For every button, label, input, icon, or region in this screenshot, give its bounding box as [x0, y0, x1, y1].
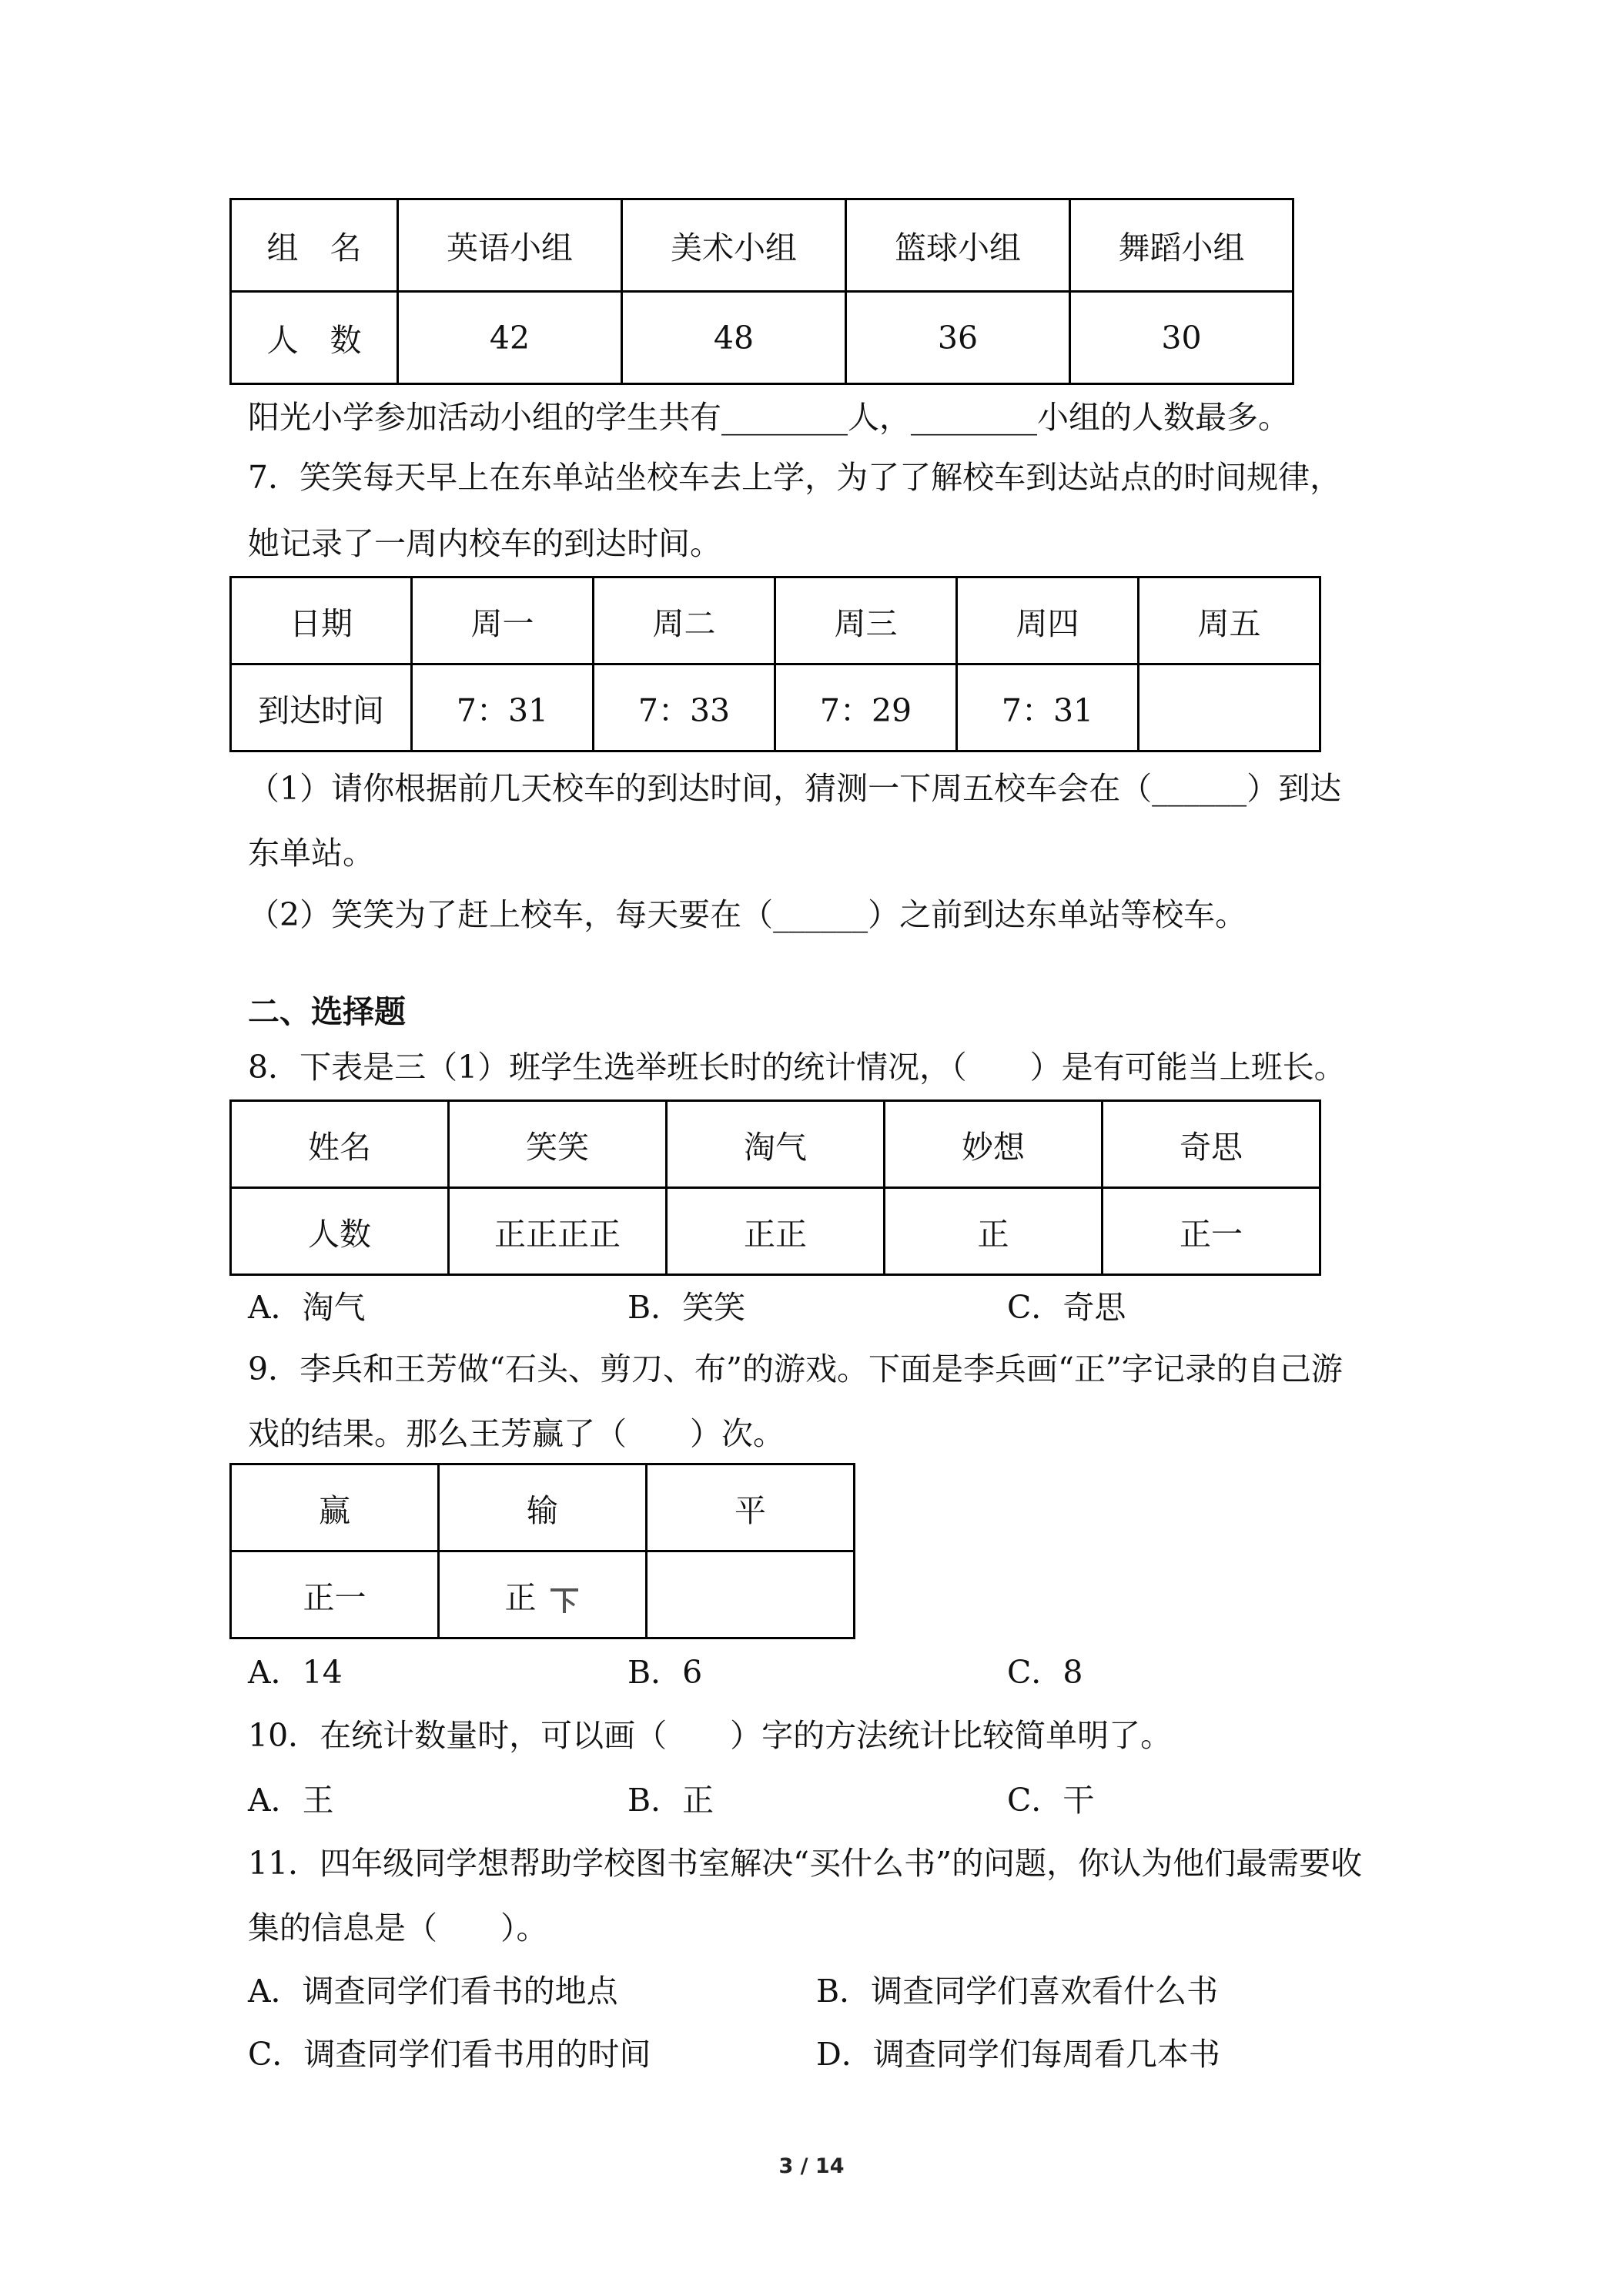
- table-cell: [439, 1551, 647, 1638]
- game-result-table: [229, 1463, 855, 1639]
- table-row: [231, 199, 1293, 292]
- table-cell: 7：31: [412, 664, 594, 751]
- question-10-text: 10．在统计数量时，可以画（ ）字的方法统计比较简单明了。: [248, 1717, 1173, 1754]
- table-cell: 奇思: [1103, 1101, 1320, 1188]
- table-cell: 舞蹈小组: [1070, 199, 1293, 292]
- table-cell: 正: [885, 1188, 1103, 1275]
- table-cell: 美术小组: [622, 199, 846, 292]
- question-9-line-1: 9．李兵和王芳做“石头、剪刀、布”的游戏。下面是李兵画“正”字记录的自己游: [248, 1350, 1343, 1387]
- table-cell: 人 数: [231, 292, 398, 384]
- option-a[interactable]: A．14: [248, 1654, 343, 1691]
- table-cell: 正正: [667, 1188, 885, 1275]
- table-cell: 7：29: [775, 664, 957, 751]
- question-7-sub-2: （2）笑笑为了赶上校车，每天要在（______）之前到达东单站等校车。: [248, 896, 1247, 933]
- table-cell: 周五: [1139, 577, 1320, 664]
- option-c[interactable]: C．调查同学们看书用的时间: [248, 2036, 651, 2073]
- table-cell: 36: [846, 292, 1070, 384]
- table-cell: 42: [398, 292, 622, 384]
- table-cell: 平: [647, 1464, 855, 1551]
- table-cell: [647, 1551, 855, 1638]
- question-7-sub-1-line-1: （1）请你根据前几天校车的到达时间，猜测一下周五校车会在（______）到达: [248, 770, 1342, 807]
- table-row: [231, 1188, 1320, 1275]
- option-d[interactable]: D．调查同学们每周看几本书: [816, 2036, 1220, 2073]
- table-row: [231, 577, 1320, 664]
- table-cell: 组 名: [231, 199, 398, 292]
- option-a[interactable]: A．王: [248, 1782, 334, 1819]
- table-cell: 笑笑: [449, 1101, 667, 1188]
- table-cell: 正一: [231, 1551, 439, 1638]
- table-cell: 日期: [231, 577, 412, 664]
- question-11-line-2: 集的信息是（ ）。: [248, 1909, 548, 1946]
- option-b[interactable]: B．正: [627, 1782, 714, 1819]
- table-cell: 输: [439, 1464, 647, 1551]
- table-cell: 7：31: [957, 664, 1139, 751]
- table-cell: 30: [1070, 292, 1293, 384]
- vote-tally-table: [229, 1099, 1321, 1276]
- option-c[interactable]: C．8: [1007, 1654, 1083, 1691]
- tally-text: 正: [504, 1578, 537, 1616]
- table-cell: 到达时间: [231, 664, 412, 751]
- question-11-line-1: 11．四年级同学想帮助学校图书室解决“买什么书”的问题，你认为他们最需要收: [248, 1845, 1363, 1882]
- table-row: [231, 1464, 855, 1551]
- table-cell: 7：33: [594, 664, 775, 751]
- question-6-text: 阳光小学参加活动小组的学生共有________人，________小组的人数最多。: [248, 399, 1290, 436]
- question-7-line-2: 她记录了一周内校车的到达时间。: [248, 525, 721, 562]
- table-cell: [1139, 664, 1320, 751]
- option-a[interactable]: A．调查同学们看书的地点: [248, 1973, 618, 2010]
- bus-arrival-table: [229, 576, 1321, 752]
- table-cell: 妙想: [885, 1101, 1103, 1188]
- table-cell: 周三: [775, 577, 957, 664]
- option-c[interactable]: C．奇思: [1007, 1289, 1126, 1326]
- option-b[interactable]: B．笑笑: [627, 1289, 746, 1326]
- table-cell: 姓名: [231, 1101, 449, 1188]
- table-cell: 人数: [231, 1188, 449, 1275]
- table-cell: 淘气: [667, 1101, 885, 1188]
- activity-group-table: [229, 198, 1294, 385]
- table-cell: 正正正正: [449, 1188, 667, 1275]
- table-cell: 正一: [1103, 1188, 1320, 1275]
- option-a[interactable]: A．淘气: [248, 1289, 366, 1326]
- table-cell: 周二: [594, 577, 775, 664]
- table-cell: 周四: [957, 577, 1139, 664]
- section-title: 二、选择题: [248, 993, 406, 1030]
- table-row: [231, 292, 1293, 384]
- option-b[interactable]: B．6: [627, 1654, 703, 1691]
- question-7-sub-1-line-2: 东单站。: [248, 835, 374, 872]
- table-row: [231, 1101, 1320, 1188]
- partial-tally-mark: [548, 1584, 581, 1616]
- option-c[interactable]: C．干: [1007, 1782, 1095, 1819]
- question-7-line-1: 7．笑笑每天早上在东单站坐校车去上学，为了了解校车到达站点的时间规律，: [248, 459, 1342, 496]
- table-cell: 赢: [231, 1464, 439, 1551]
- page-number: 3 / 14: [778, 2154, 845, 2178]
- table-cell: 篮球小组: [846, 199, 1070, 292]
- table-cell: 英语小组: [398, 199, 622, 292]
- option-b[interactable]: B．调查同学们喜欢看什么书: [816, 1973, 1219, 2010]
- question-8-text: 8．下表是三（1）班学生选举班长时的统计情况，（ ）是有可能当上班长。: [248, 1049, 1346, 1086]
- table-row: [231, 664, 1320, 751]
- table-row: [231, 1551, 855, 1638]
- question-9-line-2: 戏的结果。那么王芳赢了（ ）次。: [248, 1415, 785, 1452]
- table-cell: 周一: [412, 577, 594, 664]
- table-cell: 48: [622, 292, 846, 384]
